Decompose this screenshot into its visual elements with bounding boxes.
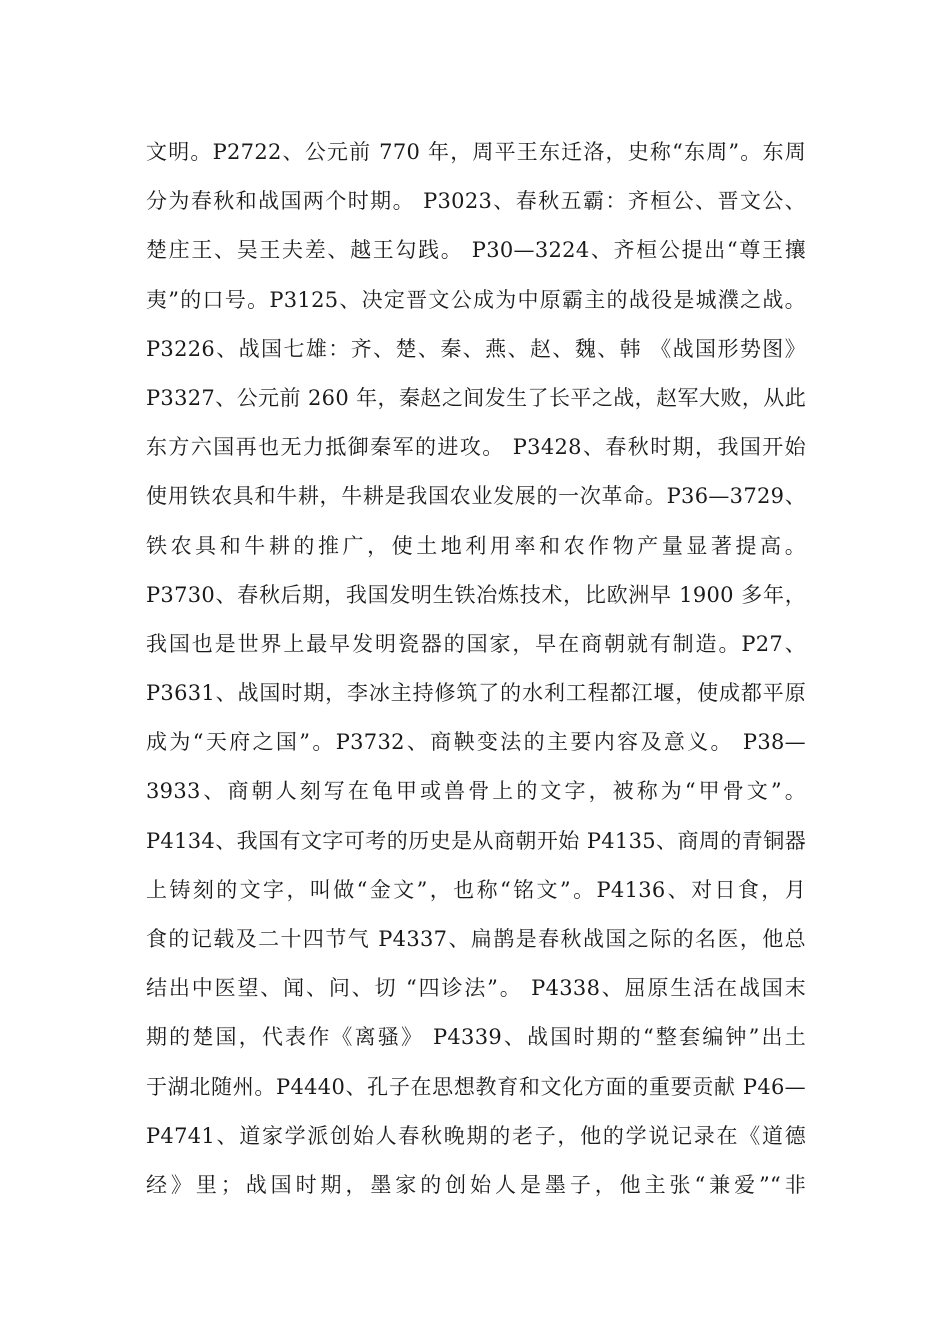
- text-line: 上铸刻的文字，叫做“金文”，也称“铭文”。P4136、对日食，月: [146, 877, 806, 902]
- text-line: 夷”的口号。P3125、决定晋文公成为中原霸主的战役是城濮之战。: [146, 287, 806, 312]
- text-line: 使用铁农具和牛耕，牛耕是我国农业发展的一次革命。P36—3729、: [146, 484, 806, 509]
- text-line: 结出中医望、闻、问、切 “四诊法”。 P4338、屈原生活在战国末: [146, 976, 806, 1001]
- text-line: P3226、战国七雄：齐、楚、秦、燕、赵、魏、韩 《战国形势图》: [146, 336, 806, 361]
- text-line: 经》里；战国时期，墨家的创始人是墨子，他主张“兼爱”“非: [146, 1172, 806, 1197]
- text-line: P4741、道家学派创始人春秋晚期的老子，他的学说记录在《道德: [146, 1123, 806, 1148]
- text-line: 于湖北随州。P4440、孔子在思想教育和文化方面的重要贡献 P46—: [146, 1074, 806, 1099]
- text-line: 期的楚国，代表作《离骚》 P4339、战国时期的“整套编钟”出土: [146, 1025, 806, 1050]
- text-line: 文明。P2722、公元前 770 年，周平王东迁洛，史称“东周”。东周: [146, 140, 806, 164]
- text-line: P4134、我国有文字可考的历史是从商朝开始 P4135、商周的青铜器: [146, 828, 806, 853]
- body-text: [146, 128, 806, 1210]
- text-line: 食的记载及二十四节气 P4337、扁鹊是春秋战国之际的名医，他总: [146, 927, 806, 951]
- text-line: 东方六国再也无力抵御秦军的进攻。 P3428、春秋时期，我国开始: [146, 435, 806, 460]
- text-line: 成为“天府之国”。P3732、商鞅变法的主要内容及意义。 P38—: [146, 730, 806, 755]
- text-line: P3730、春秋后期，我国发明生铁冶炼技术，比欧洲早 1900 多年，: [146, 582, 806, 607]
- text-line: 我国也是世界上最早发明瓷器的国家，早在商朝就有制造。P27、: [146, 631, 806, 656]
- text-line: 铁农具和牛耕的推广，使土地利用率和农作物产量显著提高。: [146, 533, 806, 558]
- text-line: 3933、商朝人刻写在龟甲或兽骨上的文字，被称为“甲骨文”。: [146, 779, 806, 804]
- text-line: 分为春秋和战国两个时期。 P3023、春秋五霸：齐桓公、晋文公、: [146, 189, 806, 214]
- text-line: 楚庄王、吴王夫差、越王勾践。 P30—3224、齐桓公提出“尊王攘: [146, 238, 806, 263]
- text-line: P3631、战国时期，李冰主持修筑了的水利工程都江堰，使成都平原: [146, 681, 806, 706]
- text-line: P3327、公元前 260 年，秦赵之间发生了长平之战，赵军大败，从此: [146, 385, 806, 410]
